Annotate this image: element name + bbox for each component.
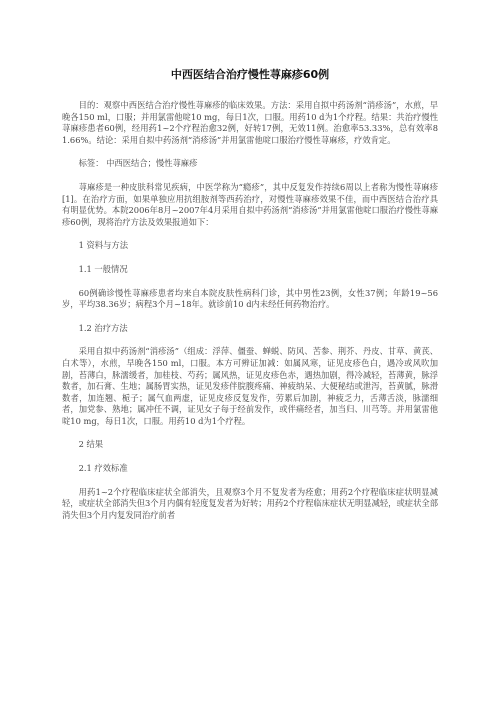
document-title: 中西医结合治疗慢性荨麻疹60例 [170,68,330,81]
section-heading-2: 2 结果 [78,439,104,450]
section-heading-1-2: 1.2 治疗方法 [78,322,128,333]
section-heading-2-1: 2.1 疗效标准 [78,463,128,474]
abstract-paragraph: 目的：观察中西医结合治疗慢性荨麻疹的临床效果。方法：采用自拟中药汤剂“消疹汤”，水煎，早晚各150 ml，口服；并用氯雷他啶10 mg，每日1次，口服。用药10 d为1个疗程。结果：共治疗慢性荨麻疹患者60例，经用药1~2个疗程治愈32例，好转17例，无效11例。治愈率53.33%，总有效率81.66%。结论：采用自拟中药汤剂“消疹汤”并用氯雷他啶口服治疗慢性荨麻疹，疗效肯定。 [62,100,438,145]
criteria-paragraph: 用药1~2个疗程临床症状全部消失，且观察3个月不复发者为痊愈；用药2个疗程临床症状明显减轻，或症状全部消失但3个月内偶有轻度复发者为好转；用药2个疗程临床症状无明显减轻，或症状全部消失但3个月内复发同治疗前者 [62,486,438,520]
section-heading-1: 1 资料与方法 [78,240,128,251]
keywords-line: 标签： 中西医结合；慢性荨麻疹 [78,158,198,169]
intro-paragraph: 荨麻疹是一种皮肤科常见疾病，中医学称为“瘾疹”，其中反复发作持续6周以上者称为慢性荨麻疹[1]。在治疗方面，如果单独应用抗组胺剂等西药治疗，对慢性荨麻疹效果不佳，而中西医结合治疗具有明显优势。本院2006年8月~2007年4月采用自拟中药汤剂“消疹汤”并用氯雷他啶口服治疗慢性荨麻疹60例，现将治疗方法及效果报道如下： [62,181,438,227]
general-info-paragraph: 60例确诊慢性荨麻疹患者均来自本院皮肤性病科门诊，其中男性23例，女性37例；年龄19~56岁，平均38.36岁；病程3个月~18年。就诊前10 d内未经任何药物治疗。 [62,287,438,310]
treatment-paragraph: 采用自拟中药汤剂“消疹汤”（组成：浮萍、僵蚕、蝉蜕、防风、苦参、荆芥、丹皮、甘草、黄芪、白术等），水煎，早晚各150 ml，口服。本方可辨证加减：如属风寒，证见皮疹色白，遇冷或风吹加剧，苔薄白，脉濡缓者，加桂枝、芍药；属风热，证见皮疹色赤，遇热加剧，得冷减轻，苔薄黄，脉浮数者，加石膏、生地；属肠胃实热，证见发疹伴脘腹疼痛、神疲纳呆、大便秘结或泄泻，苔黄腻，脉滑数者，加连翘、栀子；属气血两虚，证见皮疹反复发作，劳累后加剧，神疲乏力，舌薄舌淡，脉濡细者，加党参、熟地；属冲任不调，证见女子每于经前发作，或伴痛经者，加当归、川芎等。并用氯雷他啶10 mg，每日1次，口服。用药10 d为1个疗程。 [62,346,438,426]
section-heading-1-1: 1.1 一般情况 [78,263,128,274]
document-page [62,62,438,533]
